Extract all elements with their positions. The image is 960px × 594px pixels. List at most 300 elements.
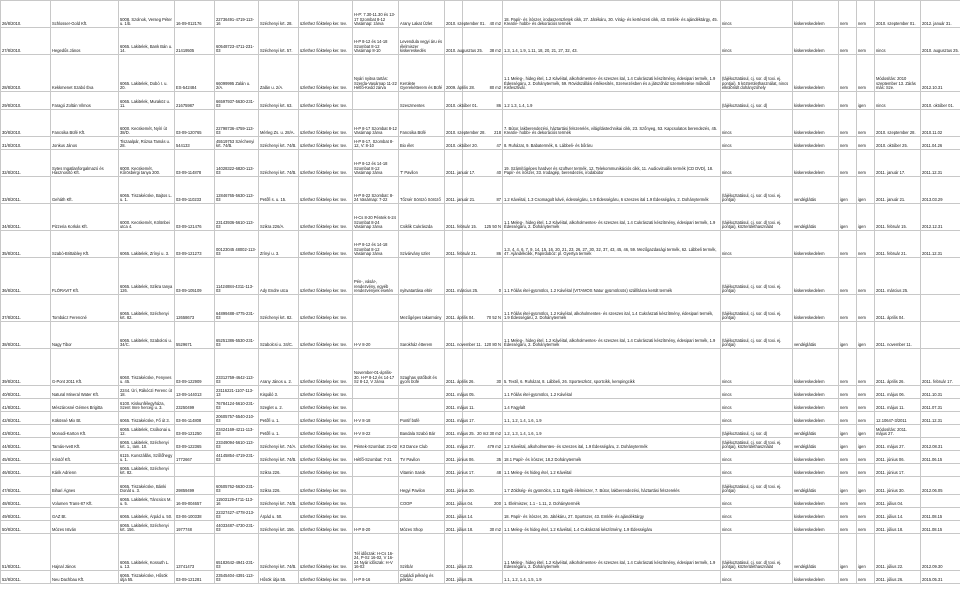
cell-f2: nem bbox=[857, 495, 875, 508]
cell-f2: nem bbox=[857, 55, 875, 92]
cell-closed: 2012.08.31 bbox=[921, 438, 960, 451]
table-row bbox=[1, 295, 960, 322]
cell-addr: 6065. Lakitelek, Bank Bán u. 14. bbox=[119, 28, 175, 55]
cell-shop: Fancsika Büfé bbox=[399, 110, 445, 137]
cell-tax: 22736491-4719-113-16 bbox=[215, 1, 259, 28]
cell-own: üzlethez fióktelep ker. tev. bbox=[299, 204, 353, 231]
cell-addr: 6065. Lakitelek, Szikra tanya 126. bbox=[119, 258, 175, 295]
cell-name: Kárik Adrienn bbox=[51, 464, 119, 477]
cell-date: 38/8/2011. bbox=[1, 322, 51, 349]
cell-phone: 16-09-004657 bbox=[175, 495, 215, 508]
cell-extra: (tájékoztatásul, cj. sor. d) bbox=[721, 425, 793, 438]
cell-area: 80 m2 bbox=[463, 55, 503, 92]
cell-name: Faragó Zoltán Vilmos bbox=[51, 92, 119, 110]
cell-own: üzlethez fióktelep ker. tev. bbox=[299, 521, 353, 534]
cell-serv: vendéglátás bbox=[793, 534, 839, 571]
cell-start: 2011. március 25. bbox=[445, 258, 463, 295]
cell-start: 2011. július 04. bbox=[445, 495, 463, 508]
cell-shop: Szivárvány üzlet bbox=[399, 231, 445, 258]
cell-own: üzlethez fióktelep ker. tev. bbox=[299, 495, 353, 508]
cell-phone: 03-09-120765 bbox=[175, 110, 215, 137]
cell-own: üzlethez fióktelep ker. tev. bbox=[299, 92, 353, 110]
cell-shop: Kerülete Gyerekétterem és Büfé bbox=[399, 55, 445, 92]
cell-f2: nem bbox=[857, 521, 875, 534]
cell-goods: 1.7 Zöldség- és gyümölcs, 1.11 Egyéb élelmiszer, 7. Bútor, lakberendezési, háztartási felszerelés bbox=[503, 477, 721, 495]
cell-end: Módosítás: 2011. május 27. bbox=[875, 425, 921, 438]
table-row bbox=[1, 477, 960, 495]
cell-site: Széchenyi krt. 74/B. bbox=[259, 137, 299, 150]
cell-name: Volumen Trans-87 Kft. bbox=[51, 495, 119, 508]
cell-goods: 1.1 Meleg-, hideg étel, 1.2 Kávéital, alkoholmentes- és szeszes ital, 1.4 Cukrászati készítmény, édesipari termék, 1.9 Édességáru, 2. Dohánytermék bbox=[503, 204, 721, 231]
cell-hours: H-P 8-12 és 14-18 Szombat 8-12 Vasárnap 8-10 bbox=[353, 28, 399, 55]
cell-site: Árpád u. 50. bbox=[259, 508, 299, 521]
cell-site: Petőfi s. u. 15. bbox=[259, 177, 299, 204]
cell-tax: 23116221-1107-113-13 bbox=[215, 386, 259, 399]
cell-serv: kiskereskedelem bbox=[793, 571, 839, 584]
cell-serv: kiskereskedelem bbox=[793, 451, 839, 464]
cell-end: 2011. április 04. bbox=[875, 295, 921, 322]
cell-phone: 16-09-012176 bbox=[175, 1, 215, 28]
cell-serv: kiskereskedelem bbox=[793, 110, 839, 137]
cell-serv: kiskereskedelem bbox=[793, 349, 839, 386]
cell-date: 52/8/2011. bbox=[1, 571, 51, 584]
cell-phone: 03-09-114878 bbox=[175, 150, 215, 177]
cell-tax: 22327427-4778-213-03 bbox=[215, 508, 259, 521]
cell-phone: 03-09-121281 bbox=[175, 571, 215, 584]
cell-start: 2011. április 04. bbox=[445, 295, 463, 322]
cell-hours bbox=[353, 386, 399, 399]
cell-area: 479 m2 bbox=[463, 438, 503, 451]
cell-addr: 6065. Tiszakécske, Bajtos L. u. 1. bbox=[119, 177, 175, 204]
cell-end: 2011. május 27. bbox=[875, 438, 921, 451]
cell-name: GAZ Bt. bbox=[51, 508, 119, 521]
cell-closed: 2012. január 31. bbox=[921, 1, 960, 28]
table-row bbox=[1, 150, 960, 177]
cell-site: Petőfi u. 1. bbox=[259, 412, 299, 425]
cell-start: 2011. június 30. bbox=[445, 477, 463, 495]
cell-start: 2010. augusztus 25. bbox=[445, 28, 463, 55]
cell-phone: 13741473 bbox=[175, 534, 215, 571]
cell-area: 38 m2 bbox=[463, 28, 503, 55]
cell-name: Tamás-Ivett Kft. bbox=[51, 438, 119, 451]
cell-hours: H-V 8-22 bbox=[353, 425, 399, 438]
cell-name: Hegedűs János bbox=[51, 28, 119, 55]
cell-area: 86 bbox=[463, 231, 503, 258]
cell-f2: nem bbox=[857, 258, 875, 295]
cell-hours: November-01-április-30. H-P 8-12 és 14-17 Sz 8-12, V zárva bbox=[353, 349, 399, 386]
cell-extra: nincs bbox=[721, 386, 793, 399]
cell-f1: igen bbox=[839, 534, 857, 571]
cell-closed: 2012.10.31 bbox=[921, 55, 960, 92]
cell-f2: igen bbox=[857, 322, 875, 349]
table-row bbox=[1, 204, 960, 231]
cell-phone: 03-09-121250 bbox=[175, 425, 215, 438]
cell-phone: 03-06-114808 bbox=[175, 412, 215, 425]
cell-goods: 1.1 Fóliás étel-gyümölcs, 1.2 Kávéital bbox=[503, 386, 721, 399]
cell-closed bbox=[921, 425, 960, 438]
cell-closed: 2015.05.31 bbox=[921, 571, 960, 584]
cell-shop: Bio élet bbox=[399, 137, 445, 150]
cell-extra: nincs bbox=[721, 451, 793, 464]
cell-goods: 1.3, 4, 4, 6, 7, 9, 14, 15, 16, 20, 21, 23, 26, 27, 30, 32, 37, 43, 45, 46, 59. Mezőgazdasági termék, 62. Lábbeli termék, 47. Ajándékcikk, Papírdobóz: pl. Gyertya termék bbox=[503, 231, 721, 258]
cell-end: 2011. június 30. bbox=[875, 477, 921, 495]
cell-serv: kiskereskedelem bbox=[793, 258, 839, 295]
cell-addr: 6065. Lakitelek, Széchenyi krt. 1., Iam. 10. bbox=[119, 438, 175, 451]
cell-f1: nem bbox=[839, 399, 857, 412]
cell-f1: nem bbox=[839, 1, 857, 28]
cell-end: 2011. július 14. bbox=[875, 508, 921, 521]
cell-closed: 2011.07.31 bbox=[921, 399, 960, 412]
cell-shop: K3 Dance Club bbox=[399, 438, 445, 451]
cell-end: 12.10647-3/2011 bbox=[875, 412, 921, 425]
cell-f1: nem bbox=[839, 55, 857, 92]
cell-site: Széchenyi krt. 57. bbox=[259, 28, 299, 55]
cell-f1: igen bbox=[839, 438, 857, 451]
cell-end: 2011. február 21. bbox=[875, 231, 921, 258]
cell-end: 2011. január 17. bbox=[875, 150, 921, 177]
cell-shop: Mezőgépes takarmány bbox=[399, 295, 445, 322]
cell-serv: vendéglátás bbox=[793, 322, 839, 349]
cell-date: 48/8/2011. bbox=[1, 495, 51, 508]
cell-own: üzlethez fióktelep ker. tev. bbox=[299, 412, 353, 425]
cell-end: 2011. július 22. bbox=[875, 534, 921, 571]
cell-goods: 1.1 Meleg- és hideg étel, 1.2 Kávéital bbox=[503, 464, 721, 477]
cell-goods: 1.2 Kávéital, 1.3 Csomagolt kávé, édességáru, 1.9 Édességáru, 6 szeszes ital 1.9 Édességáru, 2. Dohánytermék bbox=[503, 177, 721, 204]
cell-site: Széchenyi krt. 82. bbox=[259, 295, 299, 322]
cell-end: 2011. május 06. bbox=[875, 386, 921, 399]
cell-tax: 66099995 Zalán u. 2/A. bbox=[215, 55, 259, 92]
cell-shop bbox=[399, 508, 445, 521]
cell-shop bbox=[399, 399, 445, 412]
cell-hours: Pén-, vásár-, rendezvény, egyéb rendezvények esetén bbox=[353, 258, 399, 295]
cell-start: 2011. április 26. bbox=[445, 349, 463, 386]
cell-start: 2011. május 25. bbox=[445, 425, 463, 438]
cell-goods: 1. Élelmiszer, 1.1 - 1.11, 2. Dohánytermék bbox=[503, 495, 721, 508]
cell-start: 2011. július 22. bbox=[445, 534, 463, 571]
cell-start: 2011. június 17. bbox=[445, 464, 463, 477]
cell-extra: (tájékoztatásul, cj. sor. d) toxi. ej. pontjai), közterülethasználat bbox=[721, 204, 793, 231]
cell-goods: 1.1, 1.2, 1.4, 1.5, 1.9 bbox=[503, 571, 721, 584]
cell-name: Jonkus János bbox=[51, 137, 119, 150]
cell-area: 40 m2 bbox=[463, 1, 503, 28]
cell-own: üzlethez fióktelep ker. tev. bbox=[299, 258, 353, 295]
table-row bbox=[1, 386, 960, 399]
cell-date: 32/8/2011. bbox=[1, 150, 51, 177]
cell-own: üzlethez fióktelep ker. tev. bbox=[299, 137, 353, 150]
cell-addr: 6060. Tiszakécske, Fenyves u. 45. bbox=[119, 349, 175, 386]
cell-site: Arany János u. 2. bbox=[259, 349, 299, 386]
cell-own: üzlethez fióktelep ker. tev. bbox=[299, 322, 353, 349]
cell-closed: 2012.09.30 bbox=[921, 534, 960, 571]
cell-date: 42/8/2011. bbox=[1, 412, 51, 425]
cell-tax: 64899488-4775-231-03 bbox=[215, 295, 259, 322]
table-row bbox=[1, 534, 960, 571]
cell-tax: 20605757-5540-210-03 bbox=[215, 412, 259, 425]
cell-tax: 44033487-4730-231-03 bbox=[215, 521, 259, 534]
cell-area: 200 bbox=[463, 495, 503, 508]
cell-serv: vendéglátás bbox=[793, 425, 839, 438]
cell-addr: 6000. Kecskemét, Kőrösbérgi tanya 200. bbox=[119, 150, 175, 177]
cell-extra: nincs bbox=[721, 521, 793, 534]
cell-phone: 5529671 bbox=[175, 322, 215, 349]
cell-phone: 1772667 bbox=[175, 451, 215, 464]
cell-own: üzlethez fióktelep ker. tev. bbox=[299, 386, 353, 399]
cell-end: 2011. június 17. bbox=[875, 464, 921, 477]
cell-hours bbox=[353, 399, 399, 412]
cell-site: Széchenyi krt. 74/B. bbox=[259, 451, 299, 464]
cell-hours: H-P 8-22 Szombat: 8-24 Vasárnap: 7-22 bbox=[353, 177, 399, 204]
cell-f2: nem bbox=[857, 386, 875, 399]
cell-own: üzlethez fióktelep ker. tev. bbox=[299, 451, 353, 464]
cell-tax: 23312759-4642-113-03 bbox=[215, 349, 259, 386]
table-row bbox=[1, 177, 960, 204]
cell-closed: 2012.12.31 bbox=[921, 204, 960, 231]
cell-start: 2011. január 21. bbox=[445, 177, 463, 204]
cell-date: 36/8/2011. bbox=[1, 258, 51, 295]
cell-serv: kiskereskedelem bbox=[793, 386, 839, 399]
cell-f1: nem bbox=[839, 295, 857, 322]
cell-addr: 6065. Lakitelek, Szabolcsi u. 34/C. bbox=[119, 322, 175, 349]
cell-own: üzlethez fióktelep ker. tev. bbox=[299, 295, 353, 322]
cell-f1: igen bbox=[839, 425, 857, 438]
cell-f2: nem bbox=[857, 150, 875, 177]
cell-f2: nem bbox=[857, 231, 875, 258]
table-row bbox=[1, 55, 960, 92]
cell-own: üzlethez fióktelep ker. tev. bbox=[299, 349, 353, 386]
cell-f1: nem bbox=[839, 521, 857, 534]
cell-date: 45/8/2011. bbox=[1, 451, 51, 464]
cell-own: üzlethez fióktelep ker. tev. bbox=[299, 425, 353, 438]
cell-site: Kispáló 3. bbox=[259, 386, 299, 399]
cell-shop: T' Pavilon bbox=[399, 150, 445, 177]
cell-area: 70 52 N bbox=[463, 295, 503, 322]
cell-end: 2011. január 21. bbox=[875, 177, 921, 204]
cell-end: 2011. július 26. bbox=[875, 571, 921, 584]
cell-extra: nincs bbox=[721, 137, 793, 150]
cell-closed: 2011.12.31 bbox=[921, 412, 960, 425]
cell-f2: nem bbox=[857, 399, 875, 412]
cell-extra: (tájékoztatásul, cj. sor. d) toxi. ej. pontjai) bbox=[721, 477, 793, 495]
cell-hours: H-P 8-12 és 14-18 Szombat 8-12 Vasárnap zárva bbox=[353, 150, 399, 177]
cell-f1: nem bbox=[839, 110, 857, 137]
cell-hours: H-P 8-16 bbox=[353, 571, 399, 584]
cell-goods: 1.4 Fagylalt bbox=[503, 399, 721, 412]
cell-own: üzlethez fióktelep ker. tev. bbox=[299, 508, 353, 521]
cell-start: 2011. május 27. bbox=[445, 438, 463, 451]
cell-shop: Arany Lakat Üzlet bbox=[399, 1, 445, 28]
cell-end: 2011. július 18. bbox=[875, 521, 921, 534]
cell-shop: Tőzsér Sörözó Söröző bbox=[399, 177, 445, 204]
cell-phone: 03-09-122909 bbox=[175, 349, 215, 386]
cell-hours: H-V 8-18 bbox=[353, 412, 399, 425]
cell-name: Pizzeria Korkás Kft. bbox=[51, 204, 119, 231]
cell-own: üzlethez fióktelep ker. tev. bbox=[299, 399, 353, 412]
cell-shop: Csiklik Cukrászda bbox=[399, 204, 445, 231]
cell-site: Zrínyi u. 3. bbox=[259, 231, 299, 258]
cell-serv: kiskereskedelem bbox=[793, 137, 839, 150]
cell-start: 2011. január 17. bbox=[445, 150, 463, 177]
cell-date: 39/8/2011. bbox=[1, 349, 51, 386]
cell-site: Szikra 226. bbox=[259, 464, 299, 477]
cell-date: 47/8/2011. bbox=[1, 477, 51, 495]
cell-end: 2011. május 11. bbox=[875, 399, 921, 412]
cell-f2: nem bbox=[857, 28, 875, 55]
cell-serv: kiskereskedelem bbox=[793, 412, 839, 425]
cell-closed: 2011. február 17. bbox=[921, 349, 960, 386]
cell-addr: 6115. Kunszállás, Szőlőhegy u. 1. bbox=[119, 451, 175, 464]
cell-tax: 60548723-4711-231-03 bbox=[215, 28, 259, 55]
cell-addr: 6065. Lakitelek, Széchenyi krt. 82. bbox=[119, 295, 175, 322]
table-row bbox=[1, 92, 960, 110]
table-row bbox=[1, 322, 960, 349]
cell-shop bbox=[399, 386, 445, 399]
cell-own: üzlethez fióktelep ker. tev. bbox=[299, 28, 353, 55]
cell-serv: kiskereskedelem bbox=[793, 495, 839, 508]
cell-shop: Levendula vegyi áru és élelmiszer kiskereskedés bbox=[399, 28, 445, 55]
cell-name: Schlosser-Gold Kft. bbox=[51, 1, 119, 28]
cell-f2: igen bbox=[857, 477, 875, 495]
cell-shop: Szeszmentes bbox=[399, 92, 445, 110]
cell-shop: Pontif büfé bbox=[399, 412, 445, 425]
cell-f2: igen bbox=[857, 177, 875, 204]
cell-own: üzlethez fióktelep ker. tev. bbox=[299, 1, 353, 28]
cell-f2: nem bbox=[857, 451, 875, 464]
cell-shop: nyitvatartása eltér bbox=[399, 258, 445, 295]
cell-date: 49/8/2011. bbox=[1, 508, 51, 521]
cell-closed bbox=[921, 464, 960, 477]
cell-extra: (tájékoztatásul, cj. sor. d) toxi. ej. pontjai), közterülethasználat bbox=[721, 438, 793, 451]
cell-own: üzlethez fióktelep ker. tev. bbox=[299, 55, 353, 92]
cell-name: FLÓRAVIT Kft. bbox=[51, 258, 119, 295]
cell-closed bbox=[921, 295, 960, 322]
cell-f1: nem bbox=[839, 258, 857, 295]
cell-extra: (tájékoztatásul, cj. sor. d) toxi. ej. pontjai) bbox=[721, 295, 793, 322]
cell-serv: kiskereskedelem bbox=[793, 399, 839, 412]
cell-phone bbox=[175, 464, 215, 477]
cell-goods: 5. Textil, 6. Ruházat, 8. Lábbeli, 26. Sporteszköz, sportcikk, kempingcikk bbox=[503, 349, 721, 386]
cell-f2: nem bbox=[857, 412, 875, 425]
cell-serv: kiskereskedelem bbox=[793, 55, 839, 92]
cell-goods: 18. Papír- és írószer, 26. Játékáru, 27. Sportszer, 43. Emlék- és ajándéktárgy bbox=[503, 508, 721, 521]
cell-serv: kiskereskedelem bbox=[793, 28, 839, 55]
cell-date: 31/8/2010. bbox=[1, 137, 51, 150]
cell-phone: 13-09-144013 bbox=[175, 386, 215, 399]
cell-f1: igen bbox=[839, 204, 857, 231]
table-row bbox=[1, 137, 960, 150]
cell-phone: 12658673 bbox=[175, 295, 215, 322]
cell-start: 2011. február 15. bbox=[445, 204, 463, 231]
cell-tax: 12846765-5630-113-03 bbox=[215, 177, 259, 204]
cell-tax: 00123045 48002-113-03 bbox=[215, 231, 259, 258]
cell-phone: 03-09-122365 bbox=[175, 438, 215, 451]
cell-extra: nincs bbox=[721, 1, 793, 28]
cell-shop: Hegyi Pavilon bbox=[399, 477, 445, 495]
cell-name: Tombácz Ferencné bbox=[51, 295, 119, 322]
cell-name: Szabó-Brittabley Kft. bbox=[51, 231, 119, 258]
cell-start: 2010. szeptember 01. bbox=[445, 1, 463, 28]
cell-name: Kristóf Kft. bbox=[51, 451, 119, 464]
cell-date: 51/8/2011. bbox=[1, 534, 51, 571]
cell-addr: 2244. Úri, Rákóczi Ferenc út 18. bbox=[119, 386, 175, 399]
cell-end: nincs bbox=[875, 28, 921, 55]
cell-own: üzlethez fióktelep ker. tev. bbox=[299, 534, 353, 571]
cell-closed: 2011.12.31 bbox=[921, 231, 960, 258]
cell-date: 37/8/2011. bbox=[1, 295, 51, 322]
table-row bbox=[1, 425, 960, 438]
cell-site: Hősök útja 55. bbox=[259, 571, 299, 584]
cell-shop: Családi pékség és pékáru bbox=[399, 571, 445, 584]
table-row bbox=[1, 508, 960, 521]
cell-name: Nagy Tibor bbox=[51, 322, 119, 349]
cell-area: 218 bbox=[463, 110, 503, 137]
cell-end: 2011. április 26. bbox=[875, 349, 921, 386]
cell-f2: igen bbox=[857, 438, 875, 451]
cell-area: 86 bbox=[463, 92, 503, 110]
cell-goods: 1.1, 1.2, 1.4, 1.6, 1.9 bbox=[503, 412, 721, 425]
cell-name: Geháth Kft. bbox=[51, 177, 119, 204]
cell-closed: 2011.06.15 bbox=[921, 451, 960, 464]
cell-area: 35 bbox=[463, 451, 503, 464]
cell-tax: 23349094-5610-113-03 bbox=[215, 438, 259, 451]
cell-date: 26/8/2010. bbox=[1, 1, 51, 28]
cell-phone: 21675987 bbox=[175, 92, 215, 110]
cell-f1: nem bbox=[839, 231, 857, 258]
cell-f1: nem bbox=[839, 92, 857, 110]
cell-start: 2011. május 05. bbox=[445, 386, 463, 399]
cell-serv: vendéglátás bbox=[793, 477, 839, 495]
cell-date: 46/8/2011. bbox=[1, 464, 51, 477]
cell-site: Széchenyi krt. 74/B. bbox=[259, 534, 299, 571]
cell-extra: nincs bbox=[721, 150, 793, 177]
cell-date: 41/8/2011. bbox=[1, 399, 51, 412]
cell-f1: nem bbox=[839, 412, 857, 425]
cell-addr: Tiszaalpár, Rózsa Tamás u. 28. bbox=[119, 137, 175, 150]
cell-date: 43/8/2011. bbox=[1, 425, 51, 438]
cell-start: 2009. április 28. bbox=[445, 55, 463, 92]
cell-start: 2010. október 01. bbox=[445, 92, 463, 110]
cell-area: 30 m2 bbox=[463, 521, 503, 534]
table-row bbox=[1, 521, 960, 534]
table-body bbox=[1, 1, 960, 584]
cell-goods: 1.3, 1.4, 1.9, 1.11, 18, 20, 21, 27, 32, 43. bbox=[503, 28, 721, 55]
cell-shop: Vitamin Sarok bbox=[399, 464, 445, 477]
cell-f2: igen bbox=[857, 92, 875, 110]
cell-extra: nincs bbox=[721, 110, 793, 137]
cell-date: 28/8/2010. bbox=[1, 55, 51, 92]
cell-f1: igen bbox=[839, 177, 857, 204]
cell-hours bbox=[353, 508, 399, 521]
cell-tax: 22798736-4759-113-03 bbox=[215, 110, 259, 137]
table-row bbox=[1, 349, 960, 386]
cell-site: Széchenyi krt. 74/B. bbox=[259, 495, 299, 508]
cell-goods: 18.1 Papír- és írószer, 18.2 Dohánytermék bbox=[503, 451, 721, 464]
cell-start: 2011. július 26. bbox=[445, 571, 463, 584]
table-row bbox=[1, 464, 960, 477]
cell-extra: (tájékoztatásul, cj. sor. d) toxi. ej. pontjai) bbox=[721, 258, 793, 295]
cell-serv: kiskereskedelem bbox=[793, 521, 839, 534]
cell-closed: 2011.10.31 bbox=[921, 386, 960, 399]
cell-start: 2011. július 18. bbox=[445, 521, 463, 534]
cell-end: 2011. június 06. bbox=[875, 451, 921, 464]
cell-addr: 6000. Kecskemét, Nyíri út 38/D. bbox=[119, 110, 175, 137]
cell-goods: 18. Papír- és írószer, irodaszerüzletek cikk, 27. Játékáru, 30. Virág- és kertészeti cikk, 43. Emlék- és ajándéktárgy, 45. Kreatív- hobbi- és dekorációs termék bbox=[503, 1, 721, 28]
cell-start: 2011. május 11. bbox=[445, 399, 463, 412]
cell-f2: nem bbox=[857, 110, 875, 137]
cell-hours bbox=[353, 464, 399, 477]
cell-f2: nem bbox=[857, 464, 875, 477]
cell-f1: nem bbox=[839, 451, 857, 464]
cell-addr: 6065. Lakitelek, Muraköz u. 11. bbox=[119, 92, 175, 110]
